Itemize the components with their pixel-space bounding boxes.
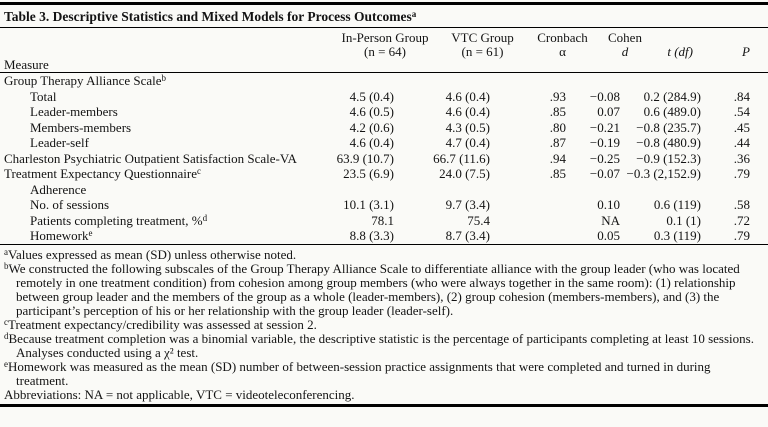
cell-cohen-d: 0.05 xyxy=(597,228,620,243)
cell-cohen-d: −0.19 xyxy=(589,135,620,150)
cell-p: .84 xyxy=(733,88,750,104)
cell-cronbach: .85 xyxy=(549,104,566,119)
cell-t-df xyxy=(650,73,705,89)
row-label: Members-members xyxy=(30,119,132,135)
table-title-sup: a xyxy=(411,9,417,19)
row-label: Leader-members xyxy=(30,104,118,119)
cell-cronbach xyxy=(525,197,600,213)
table-row xyxy=(0,166,768,182)
row-label: Patients completing treatment, %$^d$ xyxy=(30,212,208,228)
cell-cohen-d: 0.07 xyxy=(597,104,620,119)
column-header-vtc-group: VTC Group (n = 61) xyxy=(440,28,525,73)
footnote: $^d$Because treatment completion was a binomial variable, the descriptive statistic is the percentage of participants completing at least 10 sessions. Analyses conducted using a χ² test. xyxy=(4,330,754,360)
table-row xyxy=(0,73,768,89)
cell-in-person: 4.5 (0.4) xyxy=(349,88,394,104)
cell-vtc: 66.7 (11.6) xyxy=(433,150,490,166)
footnote: $^c$Treatment expectancy/credibility was assessed at session 2. xyxy=(4,316,317,332)
cell-cohen-d: 0.10 xyxy=(597,197,620,212)
statistics-table xyxy=(0,28,768,245)
cell-cohen-d: −0.25 xyxy=(589,150,620,166)
footnote-marker: a xyxy=(4,246,8,257)
column-header-t-df: t (df) xyxy=(650,28,705,73)
row-label: Total xyxy=(30,88,57,104)
footnote: $^a$Values expressed as mean (SD) unless otherwise noted. xyxy=(4,246,297,262)
footnote-marker: e xyxy=(4,358,8,369)
cell-p: .79 xyxy=(733,166,750,181)
footnote-marker: d xyxy=(4,330,9,341)
cell-vtc: 75.4 xyxy=(467,212,490,228)
cell-in-person: 4.2 (0.6) xyxy=(349,119,394,135)
header-row xyxy=(0,28,768,73)
cell-p: .45 xyxy=(733,119,750,135)
table-row xyxy=(0,104,768,120)
cell-vtc: 4.7 (0.4) xyxy=(445,135,490,150)
footnotes-section xyxy=(0,245,768,402)
cell-t-df: −0.9 (152.3) xyxy=(636,150,701,166)
cell-cronbach xyxy=(525,182,600,198)
cell-t-df: −0.3 (2,152.9) xyxy=(626,166,701,181)
cell-in-person: 63.9 (10.7) xyxy=(336,150,394,166)
cell-in-person: 23.5 (6.9) xyxy=(343,166,394,181)
row-label: Homework$^e$ xyxy=(30,228,93,243)
column-header-p: P xyxy=(705,28,768,73)
cell-p: .79 xyxy=(733,228,750,243)
table-title-text: Table 3. Descriptive Statistics and Mixed Models for Process Outcomes xyxy=(4,9,412,24)
cell-cohen-d xyxy=(600,182,650,198)
cell-vtc: 4.6 (0.4) xyxy=(445,88,490,104)
table-row xyxy=(0,89,768,105)
cell-t-df: 0.3 (119) xyxy=(653,228,701,243)
table-row xyxy=(0,151,768,167)
cell-in-person xyxy=(330,182,440,198)
cell-in-person: 10.1 (3.1) xyxy=(343,197,394,212)
cell-cohen-d: −0.08 xyxy=(589,88,620,104)
row-label: Treatment Expectancy Questionnaire$^c$ xyxy=(4,166,202,181)
cell-vtc: 4.3 (0.5) xyxy=(445,119,490,135)
row-label: Adherence xyxy=(30,181,87,197)
row-label: Group Therapy Alliance Scale$^b$ xyxy=(4,73,167,88)
cell-in-person: 8.8 (3.3) xyxy=(349,228,394,243)
table-row xyxy=(0,120,768,136)
table-row xyxy=(0,135,768,151)
cell-in-person: 78.1 xyxy=(371,212,394,228)
footnote: $^b$We constructed the following subscales of the Group Therapy Alliance Scale to differentiate alliance with the group leader (who was located remotely in one treatment condition) from cohesion among group members (who were always together in the same room): (1) relationship between group leader and the members of the group as a whole (leader-members), (2) group cohesion (members-members), and (3) the participant’s perception of his or her relationship with the group leader (leader-self). xyxy=(4,260,740,318)
footnote: $^e$Homework was measured as the mean (SD) number of between-session practice assignments that were completed and turned in during treatment. xyxy=(4,358,711,388)
cell-cronbach: .87 xyxy=(549,135,566,150)
cell-cronbach xyxy=(525,228,600,244)
table-title xyxy=(0,5,768,27)
paper-table xyxy=(0,2,768,427)
cell-vtc xyxy=(440,73,525,89)
cell-in-person xyxy=(330,73,440,89)
table-row xyxy=(0,182,768,198)
cell-vtc xyxy=(440,182,525,198)
footnote-abbreviations: Abbreviations: NA = not applicable, VTC = videoteleconferencing. xyxy=(4,386,355,402)
cell-vtc: 24.0 (7.5) xyxy=(439,166,490,181)
column-header-cohen-d: Cohen d xyxy=(600,28,650,73)
cell-vtc: 4.6 (0.4) xyxy=(445,104,490,119)
cell-cronbach: .85 xyxy=(549,166,566,181)
cell-p: .54 xyxy=(733,104,750,119)
cell-t-df: 0.2 (284.9) xyxy=(643,88,701,104)
cell-t-df: 0.6 (489.0) xyxy=(643,104,701,119)
row-label: Leader-self xyxy=(30,135,89,150)
cell-cronbach xyxy=(525,73,600,89)
cell-cronbach: .93 xyxy=(549,88,566,104)
cell-cohen-d: −0.07 xyxy=(589,166,620,181)
cell-t-df: 0.1 (1) xyxy=(666,212,701,228)
cell-p: .36 xyxy=(733,150,750,166)
footnote-marker: b xyxy=(4,260,9,271)
table-row xyxy=(0,197,768,213)
cell-t-df: 0.6 (119) xyxy=(653,197,701,212)
cell-cronbach: .80 xyxy=(549,119,566,135)
cell-cohen-d: NA xyxy=(601,212,620,228)
cell-vtc: 9.7 (3.4) xyxy=(445,197,490,212)
cell-p: .58 xyxy=(733,197,750,212)
cell-cohen-d: −0.21 xyxy=(589,119,620,135)
cell-in-person: 4.6 (0.4) xyxy=(349,135,394,150)
row-label: No. of sessions xyxy=(30,197,110,212)
cell-vtc: 8.7 (3.4) xyxy=(445,228,490,243)
cell-in-person: 4.6 (0.5) xyxy=(349,104,394,119)
cell-t-df: −0.8 (480.9) xyxy=(636,135,701,150)
cell-p: .72 xyxy=(733,212,750,228)
table-row xyxy=(0,228,768,244)
column-header-measure: Measure xyxy=(0,28,330,73)
cell-t-df xyxy=(650,182,705,198)
cell-p xyxy=(705,182,768,198)
cell-p: .44 xyxy=(733,135,750,150)
cell-cronbach: .94 xyxy=(549,150,566,166)
column-header-cronbach-alpha: Cronbach α xyxy=(525,28,600,73)
bottom-rule xyxy=(0,404,768,407)
cell-cronbach xyxy=(525,213,600,229)
footnote-marker: c xyxy=(4,316,8,327)
cell-cohen-d xyxy=(600,73,650,89)
column-header-in-person-group: In-Person Group (n = 64) xyxy=(330,28,440,73)
cell-p xyxy=(705,73,768,89)
table-row xyxy=(0,213,768,229)
cell-t-df: −0.8 (235.7) xyxy=(636,119,701,135)
row-label: Charleston Psychiatric Outpatient Satisfaction Scale-VA xyxy=(4,150,297,166)
